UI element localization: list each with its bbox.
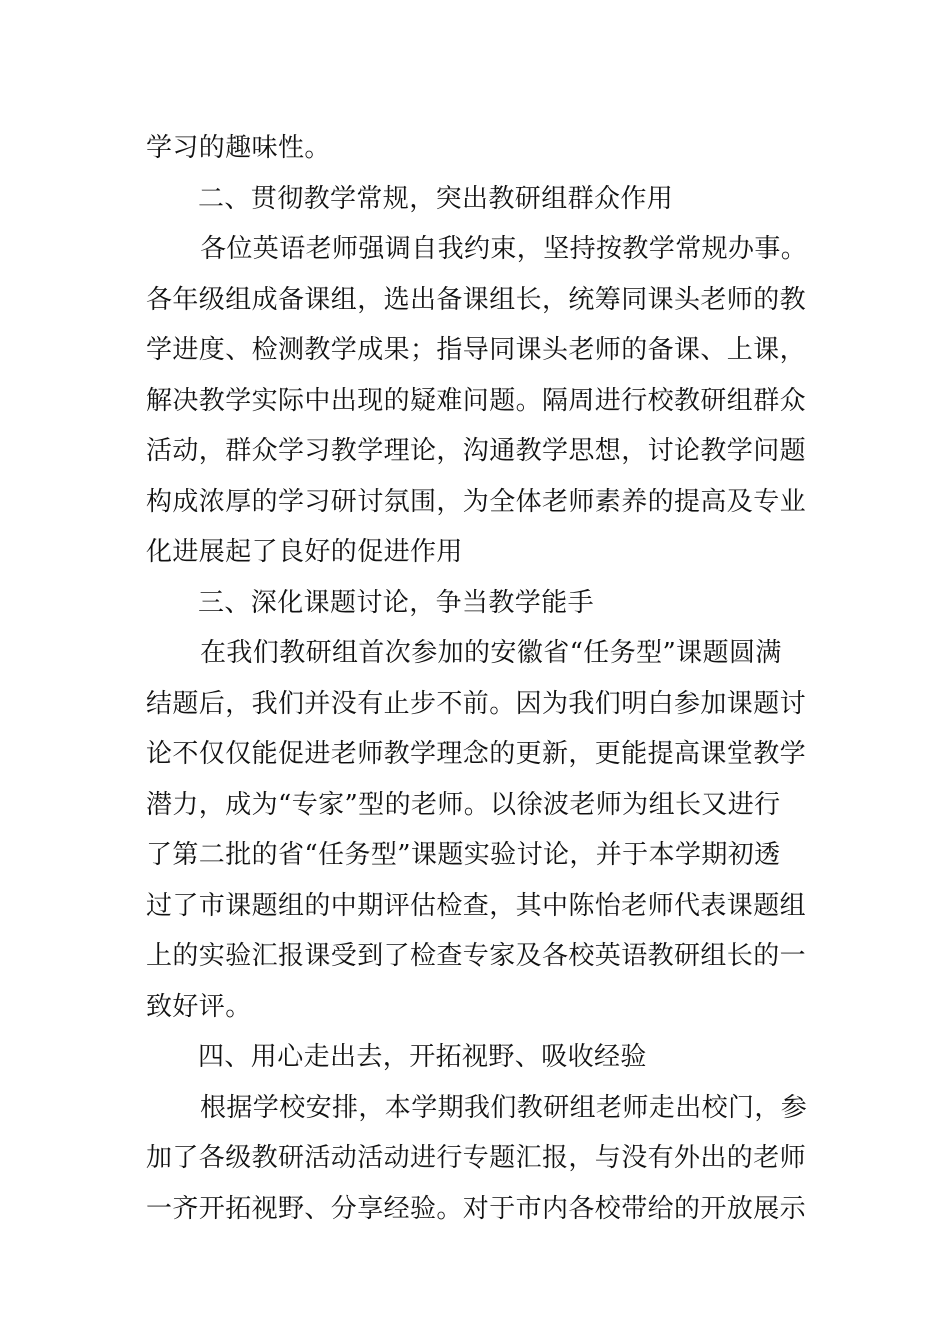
text-line: 加了各级教研活动活动进行专题汇报，与没有外出的老师 (146, 1143, 807, 1173)
text-line: 化进展起了良好的促进作用 (146, 537, 463, 567)
text-line: 学进度、检测教学成果；指导同课头老师的备课、上课， (146, 335, 807, 365)
document-body (146, 123, 806, 1234)
text-line: 活动，群众学习教学理论，沟通教学思想，讨论教学问题 (146, 436, 807, 466)
text-line: 学习的趣味性。 (146, 133, 331, 163)
section-heading: 三、深化课题讨论，争当教学能手 (198, 587, 595, 618)
text-line: 论不仅仅能促进老师教学理念的更新，更能提高课堂教学 (146, 739, 807, 769)
text-line: 构成浓厚的学习研讨氛围，为全体老师素养的提高及专业 (146, 486, 807, 517)
text-line: 结题后，我们并没有止步不前。因为我们明白参加课题讨 (146, 688, 807, 719)
text-line: 各年级组成备课组，选出备课组长，统筹同课头老师的教 (146, 284, 807, 315)
text-line: 一齐开拓视野、分享经验。对于市内各校带给的开放展示 (146, 1193, 807, 1224)
section-heading: 四、用心走出去，开拓视野、吸收经验 (198, 1042, 647, 1072)
paragraph-first-line: 根据学校安排，本学期我们教研组老师走出校门，参 (200, 1092, 808, 1123)
text-line: 了第二批的省“任务型”课题实验讨论，并于本学期初透 (146, 840, 781, 870)
text-line: 解决教学实际中出现的疑难问题。隔周进行校教研组群众 (146, 385, 807, 416)
text-line: 潜力，成为“专家”型的老师。以徐波老师为组长又进行 (146, 789, 781, 820)
text-line: 过了市课题组的中期评估检查，其中陈怡老师代表课题组 (146, 890, 807, 921)
paragraph-first-line: 在我们教研组首次参加的安徽省“任务型”课题圆满 (200, 638, 782, 668)
paragraph-first-line: 各位英语老师强调自我约束，坚持按教学常规办事。 (200, 234, 808, 264)
section-heading: 二、贯彻教学常规，突出教研组群众作用 (198, 183, 674, 214)
text-line: 致好评。 (146, 991, 252, 1022)
text-line: 上的实验汇报课受到了检查专家及各校英语教研组长的一 (146, 941, 807, 971)
